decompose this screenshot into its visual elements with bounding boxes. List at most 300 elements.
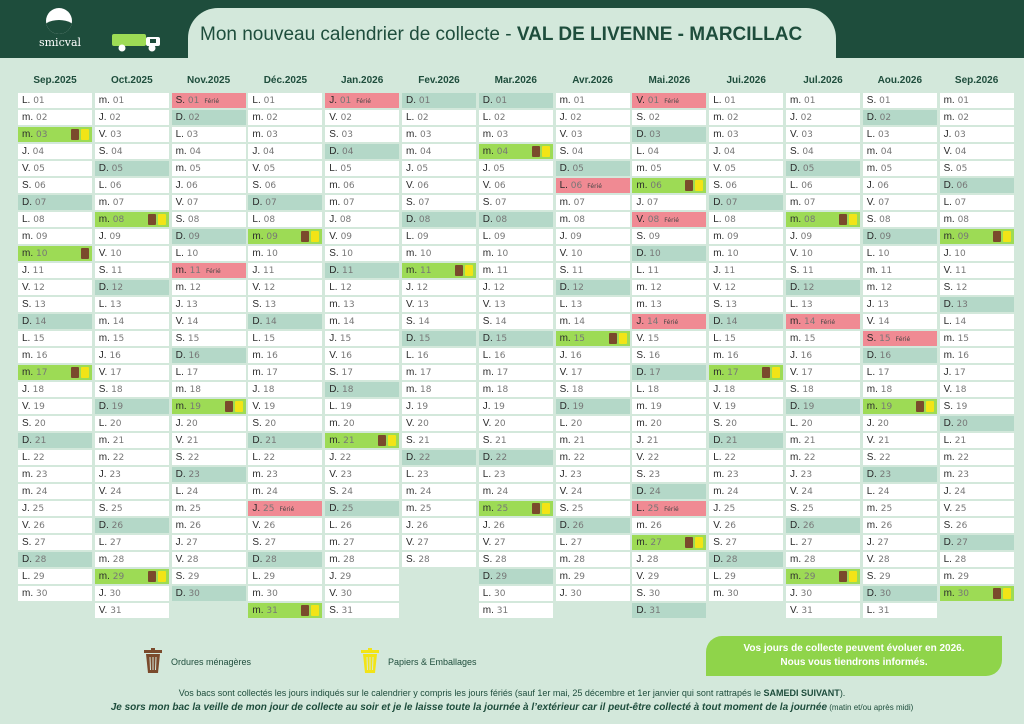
collection-bins [455,265,473,276]
day-letter: S. [943,282,954,293]
collection-bins [993,231,1011,242]
day-letter: D. [98,520,109,531]
day-number: 11 [260,266,275,276]
day-number: 01 [336,96,352,106]
day-number: 04 [877,147,893,157]
day-cell [556,127,630,142]
day-cell [402,229,476,244]
day-letter: m. [482,265,494,276]
day-cell [940,314,1014,329]
day-cell [479,144,553,159]
day-cell [172,450,246,465]
day-number: 10 [646,249,661,259]
day-number: 02 [337,113,353,123]
month-header: Déc.2025 [263,75,308,86]
day-letter: L. [482,112,492,123]
day-letter: D. [943,537,954,548]
day-cell [18,433,92,448]
day-cell [172,178,246,193]
day-cell [172,297,246,312]
day-cell [325,127,399,142]
day-number: 11 [799,266,814,276]
day-letter: V. [406,418,415,429]
day-cell [18,365,92,380]
day-cell [248,212,322,227]
info-line-2: Nous vous tiendrons informés. [780,657,928,668]
day-cell [556,263,630,278]
day-cell [248,467,322,482]
day-number: 21 [32,436,47,446]
day-cell [632,229,706,244]
day-cell [632,535,706,550]
day-cell [172,416,246,431]
day-number: 11 [720,266,736,276]
day-letter: J. [175,180,184,191]
day-letter: m. [790,554,802,565]
day-number: 04 [417,147,432,157]
day-cell [95,144,169,159]
day-cell [786,110,860,125]
day-cell [248,399,322,414]
day-number: 14 [415,317,430,327]
day-cell [95,433,169,448]
day-cell [863,569,937,584]
day-letter: J. [482,520,491,531]
day-letter: V. [329,588,338,599]
day-letter: m. [790,95,802,106]
day-letter: V. [482,180,492,191]
day-letter: V. [22,282,31,293]
day-letter: L. [98,299,108,310]
day-cell [479,501,553,516]
day-number: 12 [108,283,124,293]
day-letter: D. [559,401,570,412]
brown-bin-icon [916,401,924,412]
day-number: 18 [108,385,123,395]
day-letter: S. [866,452,877,463]
day-number: 27 [31,538,46,548]
day-letter: J. [790,588,798,599]
day-letter: V. [866,197,876,208]
brown-bin-icon [455,265,463,276]
brown-bin-icon [148,214,156,225]
collection-bins [148,571,166,582]
day-cell [863,348,937,363]
day-letter: D. [406,95,416,106]
day-cell [709,416,783,431]
collection-bins [609,333,627,344]
month-header: Jan.2026 [341,75,384,86]
day-cell [556,280,630,295]
day-number: 22 [30,453,45,463]
day-number: 12 [569,283,584,293]
month-column [940,75,1014,603]
day-cell [325,382,399,397]
day-number: 08 [876,215,891,225]
day-cell [863,535,937,550]
yellow-bin-icon [235,401,243,412]
day-letter: J. [866,180,875,191]
day-cell [556,178,630,193]
day-cell [632,569,706,584]
day-cell [172,127,246,142]
day-cell [248,416,322,431]
day-number: 19 [953,402,968,412]
day-number: 13 [953,300,968,310]
day-number: 10 [338,249,353,259]
day-cell [556,161,630,176]
day-cell [18,348,92,363]
day-letter: V. [790,605,799,616]
day-cell [556,569,630,584]
day-cell [18,450,92,465]
day-cell [632,484,706,499]
day-letter: L. [943,554,952,565]
day-number: 01 [30,96,45,106]
day-number: 01 [416,96,431,106]
day-number: 02 [414,113,429,123]
day-cell [479,314,553,329]
day-cell [940,365,1014,380]
day-cell [18,229,92,244]
day-cell [95,161,169,176]
day-number: 16 [954,351,970,361]
day-cell [248,603,322,618]
day-letter: S. [713,299,723,310]
day-cell [479,331,553,346]
day-letter: L. [406,469,415,480]
day-letter: L. [866,367,876,378]
day-letter: m. [98,435,110,446]
day-letter: m. [329,316,341,327]
day-letter: J. [22,503,30,514]
day-number: 31 [493,606,509,616]
day-number: 12 [186,283,202,293]
day-number: 17 [338,368,353,378]
month-header: Mar.2026 [494,75,537,86]
day-number: 06 [183,181,198,191]
day-cell [325,110,399,125]
day-cell [402,382,476,397]
day-letter: m. [252,486,264,497]
day-number: 22 [336,453,352,463]
day-number: 22 [644,453,660,463]
day-cell [95,467,169,482]
month-column [786,75,860,620]
day-letter: J. [790,469,798,480]
day-cell [248,586,322,601]
day-letter: m. [252,248,264,259]
day-letter: J. [175,299,184,310]
day-number: 05 [30,164,45,174]
day-letter: D. [790,163,800,174]
day-cell [402,450,476,465]
day-cell [709,467,783,482]
day-cell [863,501,937,516]
day-letter: S. [559,146,570,157]
day-cell [325,433,399,448]
day-letter: m. [636,163,648,174]
day-letter: m. [559,95,571,106]
day-number: 23 [106,470,121,480]
day-number: 05 [877,164,893,174]
day-number: 06 [340,181,355,191]
day-letter: S. [559,384,570,395]
day-letter: m. [98,571,110,582]
day-letter: m. [943,231,955,242]
day-cell [479,518,553,533]
day-number: 20 [722,419,737,429]
logo-globe-icon [46,8,72,34]
day-cell [709,314,783,329]
day-number: 03 [875,130,890,140]
day-cell [248,569,322,584]
day-number: 20 [491,419,506,429]
brown-bin-icon [685,180,693,191]
day-letter: V. [482,299,492,310]
day-number: 07 [109,198,125,208]
day-cell [402,110,476,125]
day-letter: m. [22,469,34,480]
day-cell [95,263,169,278]
day-number: 12 [721,283,737,293]
day-letter: m. [482,384,494,395]
month-column [172,75,246,603]
day-number: 04 [260,147,275,157]
day-letter: m. [406,503,418,514]
holiday-label: Férié [356,98,371,105]
day-number: 13 [261,300,277,310]
day-number: 21 [340,436,355,446]
day-cell [786,552,860,567]
day-cell [863,195,937,210]
day-number: 09 [491,232,506,242]
day-cell [786,246,860,261]
day-number: 26 [337,521,352,531]
day-cell [786,348,860,363]
day-letter: D. [866,469,877,480]
day-cell [172,433,246,448]
day-letter: J. [22,265,30,276]
day-letter: S. [636,350,646,361]
day-letter: D. [482,214,493,225]
day-number: 17 [263,368,278,378]
day-number: 01 [109,96,125,106]
day-number: 04 [339,147,354,157]
day-number: 10 [107,249,122,259]
day-number: 28 [184,555,199,565]
day-number: 19 [721,402,737,412]
day-cell [18,178,92,193]
brown-bin-icon [148,571,156,582]
day-letter: J. [175,418,184,429]
day-letter: S. [406,435,416,446]
day-letter: D. [636,248,647,259]
day-number: 31 [646,606,661,616]
day-number: 25 [108,504,123,514]
day-letter: S. [866,95,877,106]
month-header: Sep.2026 [954,75,999,86]
day-letter: L. [252,571,261,582]
day-cell [172,263,246,278]
day-number: 14 [184,317,199,327]
day-letter: m. [636,401,648,412]
day-number: 19 [490,402,505,412]
day-number: 09 [414,232,429,242]
day-letter: m. [482,503,494,514]
day-letter: D. [482,95,493,106]
footer-note-2: Je sors mon bac la veille de mon jour de collecte au soir et je le laisse toute la journée à l’extérieur car il peut-être collecté à tout moment de la journée (matin et/ou après midi) [110,702,914,713]
day-number: 18 [417,385,432,395]
day-cell [940,144,1014,159]
day-cell [479,399,553,414]
day-cell [940,501,1014,516]
day-letter: m. [866,146,878,157]
day-letter: V. [790,248,799,259]
day-cell [172,535,246,550]
day-cell [95,127,169,142]
day-letter: m. [713,367,725,378]
day-letter: V. [713,520,722,531]
day-number: 08 [185,215,200,225]
day-number: 12 [337,283,352,293]
day-cell [479,212,553,227]
day-letter: L. [22,95,31,106]
day-number: 03 [724,130,739,140]
day-number: 05 [490,164,505,174]
day-cell [18,161,92,176]
day-cell [172,501,246,516]
day-cell [632,195,706,210]
day-number: 05 [647,164,662,174]
day-cell [940,161,1014,176]
day-letter: L. [98,180,108,191]
day-letter: m. [866,401,878,412]
day-cell [248,178,322,193]
day-letter: V. [98,486,108,497]
day-letter: J. [98,231,107,242]
day-number: 23 [263,470,278,480]
day-number: 07 [340,198,355,208]
day-letter: S. [98,265,109,276]
garbage-truck-icon [110,28,170,54]
day-letter: D. [482,571,493,582]
day-number: 24 [183,487,199,497]
day-cell [18,297,92,312]
day-cell [402,127,476,142]
day-number: 04 [108,147,123,157]
day-cell [95,450,169,465]
day-number: 25 [186,504,202,514]
day-number: 23 [645,470,661,480]
day-number: 22 [185,453,200,463]
day-number: 17 [646,368,661,378]
day-letter: J. [252,265,261,276]
day-cell [95,229,169,244]
day-letter: J. [713,146,721,157]
day-number: 07 [801,198,816,208]
day-letter: J. [943,486,952,497]
day-cell [172,93,246,108]
day-number: 03 [568,130,583,140]
day-letter: L. [790,537,799,548]
day-cell [940,399,1014,414]
day-cell [786,195,860,210]
day-cell [556,212,630,227]
page-title: Mon nouveau calendrier de collecte - VAL DE LIVENNE - MARCILLAC [200,24,803,45]
collection-bins [532,503,550,514]
day-letter: m. [329,537,341,548]
day-letter: L. [943,435,952,446]
day-letter: m. [713,129,725,140]
day-letter: D. [175,231,186,242]
day-letter: L. [713,214,722,225]
day-cell [863,161,937,176]
day-cell [325,229,399,244]
day-cell [863,382,937,397]
day-cell [863,246,937,261]
day-letter: J. [713,503,721,514]
day-number: 11 [644,266,660,276]
day-cell [248,195,322,210]
day-cell [18,586,92,601]
day-cell [325,535,399,550]
day-cell [940,552,1014,567]
day-letter: J. [482,163,491,174]
day-number: 17 [568,368,583,378]
day-cell [940,212,1014,227]
day-number: 11 [569,266,584,276]
day-letter: m. [866,520,878,531]
holiday-label: Férié [820,319,836,326]
day-letter: D. [866,350,877,361]
day-number: 01 [954,96,970,106]
month-header: Jui.2026 [726,75,766,86]
day-letter: V. [252,520,261,531]
day-number: 20 [340,419,355,429]
day-number: 21 [644,436,659,446]
day-cell [863,110,937,125]
day-cell [479,297,553,312]
day-letter: L. [943,316,952,327]
day-number: 04 [952,147,967,157]
day-cell [402,535,476,550]
day-number: 09 [797,232,813,242]
day-number: 31 [338,606,353,616]
day-cell [709,212,783,227]
day-number: 13 [798,300,813,310]
day-cell [95,297,169,312]
day-letter: L. [713,333,722,344]
day-cell [479,229,553,244]
day-cell [95,399,169,414]
day-cell [556,144,630,159]
day-cell [402,314,476,329]
day-cell [556,501,630,516]
day-cell [248,161,322,176]
collection-bins [993,588,1011,599]
day-cell [940,178,1014,193]
day-letter: m. [482,486,494,497]
day-cell [709,127,783,142]
day-cell [940,518,1014,533]
day-cell [325,195,399,210]
day-letter: V. [943,146,953,157]
day-number: 18 [799,385,814,395]
day-letter: m. [329,180,341,191]
day-cell [556,484,630,499]
day-number: 27 [874,538,889,548]
